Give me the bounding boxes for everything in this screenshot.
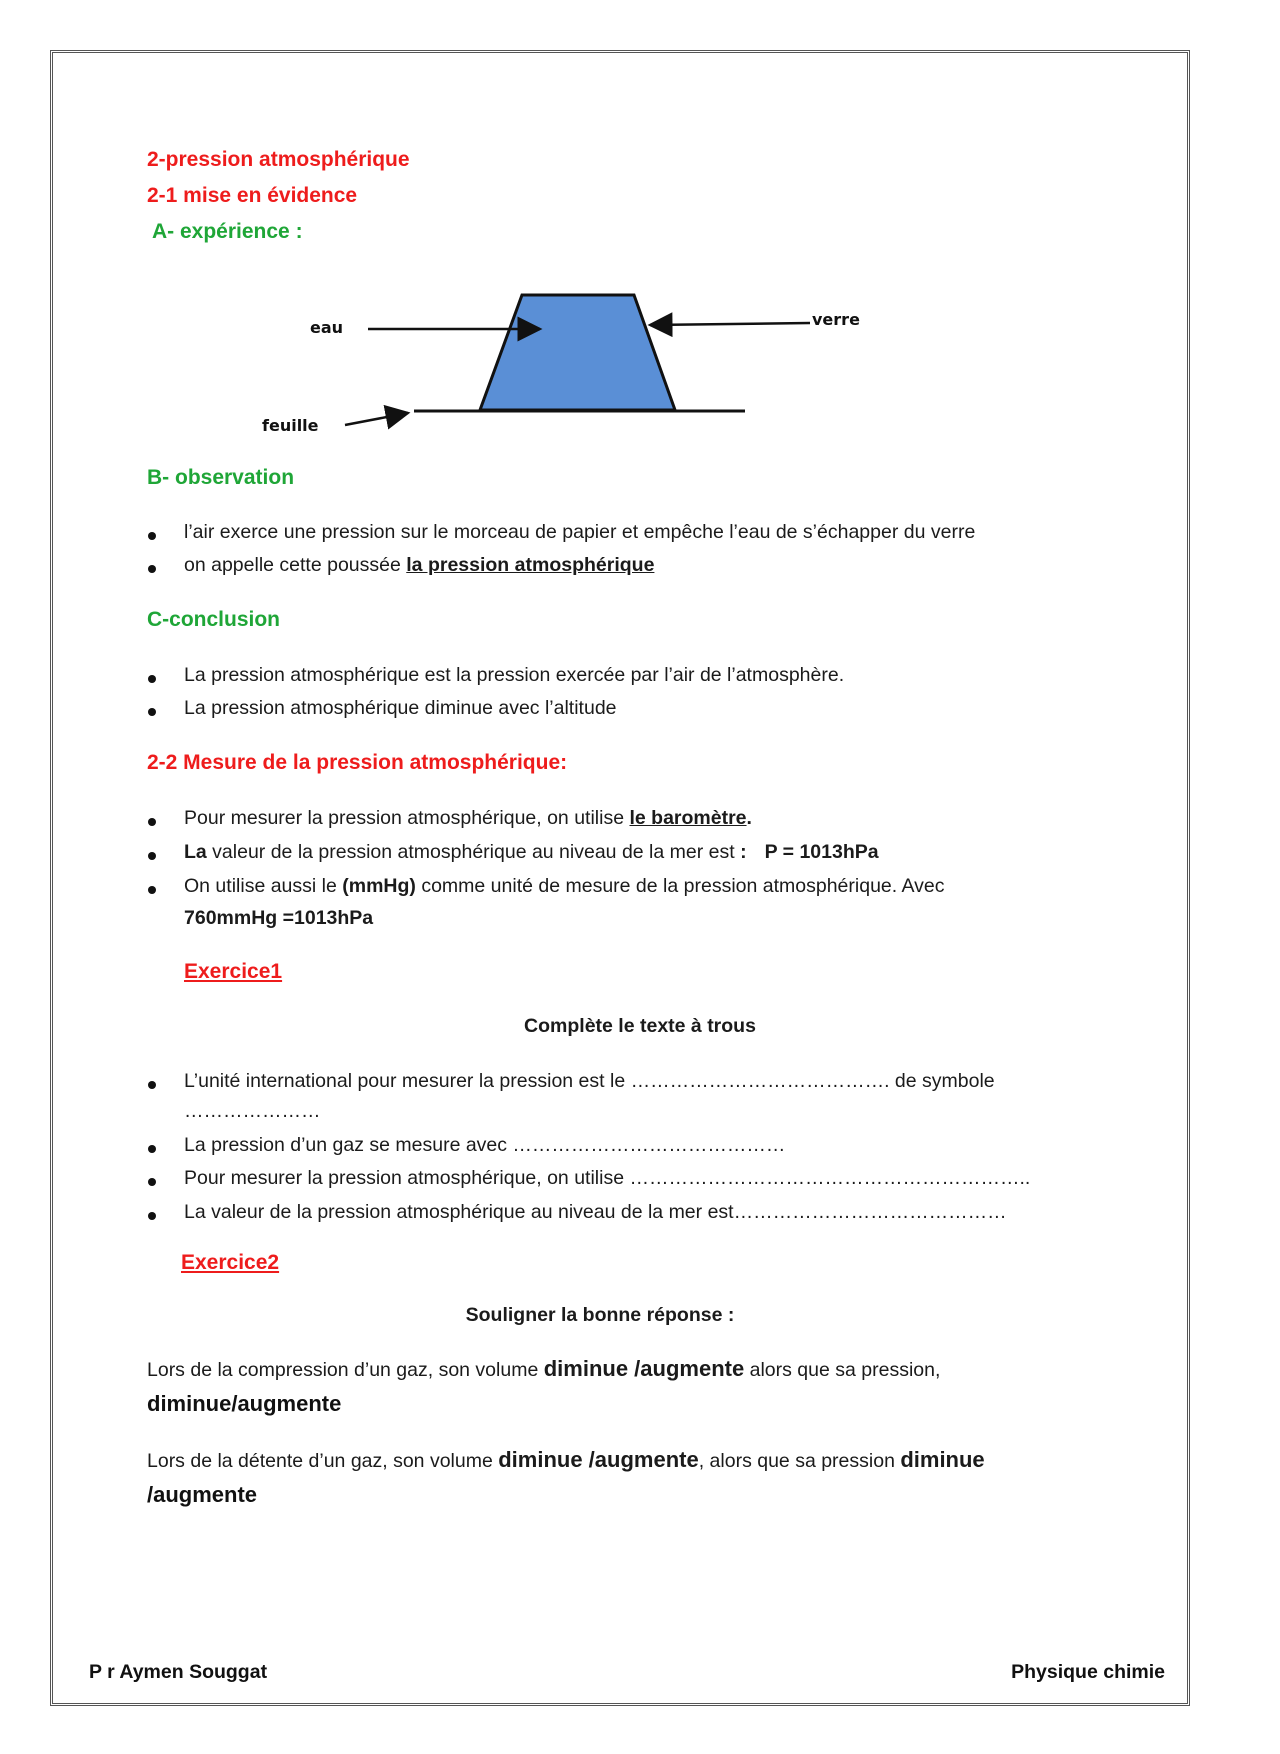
label-glass: verre: [812, 310, 860, 329]
measure-heading: 2-2 Mesure de la pression atmosphérique:: [147, 751, 568, 774]
glass-of-water: [480, 295, 675, 410]
choice-pressure-2b: /augmente: [147, 1482, 258, 1507]
exercise1-instruction: Complète le texte à trous: [524, 1015, 756, 1037]
exercise1-item-1: L’unité international pour mesurer la pression est le …………………………………. de symbole: [184, 1070, 995, 1092]
bullet: [148, 708, 156, 716]
bullet: [148, 532, 156, 540]
label-water: eau: [310, 318, 344, 337]
footer-author: P r Aymen Souggat: [89, 1661, 268, 1683]
exercise1-item-3: Pour mesurer la pression atmosphérique, on utilise ……………………………………………………..: [184, 1167, 1031, 1189]
choice-pressure: diminue/augmente: [147, 1391, 342, 1416]
sea-level-value: P = 1013hPa: [764, 841, 879, 863]
conclusion-text-1: La pression atmosphérique est la pression exercée par l’air de l’atmosphère.: [184, 664, 845, 686]
exercise1-item-4: La valeur de la pression atmosphérique au niveau de la mer est……………………………………: [184, 1201, 1007, 1223]
bullet: [148, 565, 156, 573]
bullet: [148, 852, 156, 860]
observation-text-1: l’air exerce une pression sur le morceau de papier et empêche l’eau de s’échapper du verre: [184, 521, 976, 543]
bullet: [148, 1178, 156, 1186]
conclusion-heading: C-conclusion: [147, 608, 281, 631]
observation-text-2: on appelle cette poussée la pression atmosphérique: [184, 554, 655, 576]
choice-volume-2: diminue /augmente: [498, 1447, 699, 1472]
bullet: [148, 1145, 156, 1153]
bullet: [148, 1081, 156, 1089]
experiment-diagram: [250, 285, 860, 445]
bullet: [148, 675, 156, 683]
exercise2-instruction: Souligner la bonne réponse :: [465, 1304, 735, 1326]
exercise2-paragraph-1: Lors de la compression d’un gaz, son volume diminue /augmente alors que sa pression,: [147, 1356, 941, 1381]
measure-equivalence: 760mmHg =1013hPa: [184, 907, 374, 929]
exercise1-item-2: La pression d’un gaz se mesure avec ……………………………………: [184, 1134, 786, 1156]
measure-text-1: Pour mesurer la pression atmosphérique, on utilise le baromètre.: [184, 807, 752, 829]
subsection-title: 2-1 mise en évidence: [147, 184, 358, 207]
label-sheet: feuille: [262, 416, 319, 435]
exercise2-title: Exercice2: [181, 1251, 280, 1274]
bullet: [148, 886, 156, 894]
exercise2-paragraph-2: Lors de la détente d’un gaz, son volume diminue /augmente, alors que sa pression diminue: [147, 1447, 985, 1472]
footer-subject: Physique chimie: [1011, 1661, 1165, 1683]
bullet: [148, 818, 156, 826]
bullet: [148, 1212, 156, 1220]
observation-heading: B- observation: [147, 466, 295, 489]
choice-pressure-2a: diminue: [900, 1447, 985, 1472]
exercise1-title: Exercice1: [184, 960, 283, 983]
experience-heading: A- expérience :: [152, 220, 303, 243]
exercise1-item-1-cont: …………………: [184, 1100, 321, 1122]
measure-text-2: La valeur de la pression atmosphérique au niveau de la mer est : P = 1013hPa: [184, 841, 879, 863]
term-barometer: le baromètre: [629, 807, 747, 829]
choice-volume: diminue /augmente: [543, 1356, 745, 1381]
section-title: 2-pression atmosphérique: [147, 148, 410, 171]
conclusion-text-2: La pression atmosphérique diminue avec l’altitude: [184, 697, 617, 719]
term-atmospheric-pressure: la pression atmosphérique: [406, 554, 655, 576]
sheet-arrow: [345, 413, 408, 425]
measure-text-3: On utilise aussi le (mmHg) comme unité de mesure de la pression atmosphérique. Avec: [184, 875, 945, 897]
